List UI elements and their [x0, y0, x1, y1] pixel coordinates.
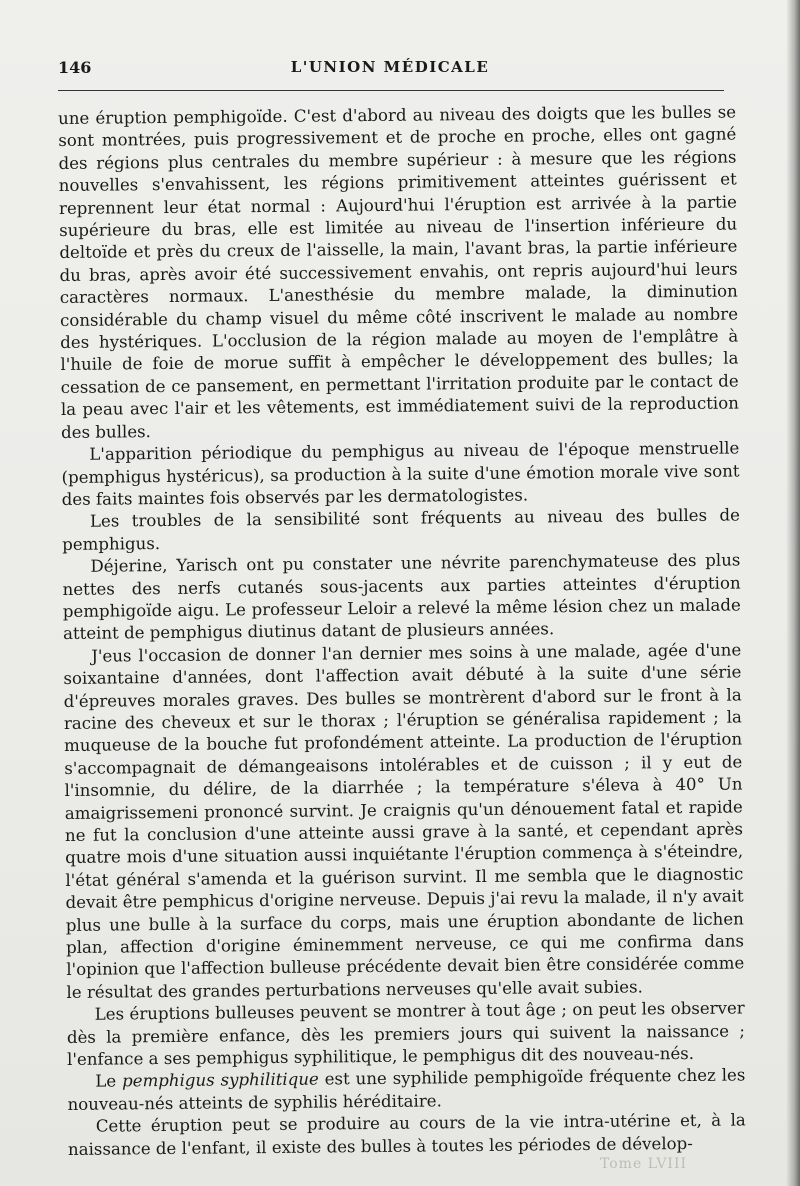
paragraph-final: Cette éruption peut se produire au cours de la vie intra-utérine et, à la naissance de l'enfant, il existe des bulles à toutes les périodes de dévelop- [67, 1110, 746, 1159]
header-rule [58, 90, 724, 91]
paragraph-sensibilite: Les troubles de la sensibilité sont fréquents au niveau des bulles de pemphigus. [62, 505, 741, 554]
paragraph-case-report: J'eus l'occasion de donner l'an dernier mes soins à une malade, agée d'une soixantaine d'années, dont l'affection avait débuté à la suite d'une série d'épreuves morales graves. Des bulles se montrèrent d'abord sur le front à la racine des cheveux et sur le thorax ; l'éruption se généralisa rapidement ; la muqueuse de la bouche fut profondément atteinte. La production de l'éruption s'accompagnait de démangeaisons intolérables et de cuisson ; il y eut de l'insomnie, du délire, de la diarrhée ; la température s'éleva à 40° Un amaigrissemeni prononcé survint. Je craignis qu'un dénouement fatal et rapide ne fut la conclusion d'une atteinte aussi grave à la santé, et cependant après quatre mois d'une situation aussi inquiétante l'éruption commença à s'éteindre, l'état général s'amenda et la guérison survint. Il me sembla que le diagnostic devait être pemphicus d'origine nerveuse. Depuis j'ai revu la malade, il n'y avait plus une bulle à la surface du corps, mais une éruption abondante de lichen plan, affection d'origine éminemment nerveuse, ce qui me confirma dans l'opinion que l'affection bulleuse précédente devait bien être considérée comme le résultat des grandes perturbations nerveuses qu'elle avait subies. [63, 640, 745, 1002]
article-body [58, 101, 746, 1161]
page-header [58, 52, 722, 80]
running-title: L'UNION MÉDICALE [290, 58, 490, 76]
volume-footer: Tome LVIII [600, 1156, 688, 1172]
syphilitique-rest: est une syphilide pemphigoïde fréquente chez les nouveau-nés atteints de syphilis héréditaire. [67, 1065, 746, 1114]
page-number: 146 [58, 58, 92, 77]
paragraph-pemphigus-hystericus: L'apparition périodique du pemphigus au niveau de l'époque menstruelle (pemphigus hystéricus), sa production à la suite d'une émotion morale vive sont des faits maintes fois observés par les dermatologistes. [61, 438, 740, 509]
page-edge-shadow [786, 0, 800, 1186]
paragraph-continuation: une éruption pemphigoïde. C'est d'abord au niveau des doigts que les bulles se sont montrées, puis progressivement et de proche en proche, elles ont gagné des régions plus centrales du membre supérieur : à mesure que les régions nouvelles s'envahissent, les régions primitivement atteintes guérissent et reprennent leur état normal : Aujourd'hui l'éruption est arrivée à la partie supérieure du bras, elle est limitée au niveau de l'insertion inférieure du deltoïde et près du creux de l'aisselle, la main, l'avant bras, la partie inférieure du bras, après avoir été successivement envahis, ont repris aujourd'hui leurs caractères normaux. L'anesthésie du membre malade, la diminution considérable du champ visuel du même côté inscrivent le malade au nombre des hystériques. L'occlusion de la région malade au moyen de l'emplâtre à l'huile de foie de morue suffit à empêcher le développement des bulles; la cessation de ce pansement, en permettant l'irritation produite par le contact de la peau avec l'air et les vêtements, est immédiatement suivi de la reproduction des bulles. [58, 102, 739, 442]
syphilitique-lead: Le [95, 1071, 123, 1092]
paragraph-syphilitique [67, 1065, 745, 1116]
syphilitique-term: pemphigus syphilitique [121, 1070, 319, 1091]
paragraph-age: Les éruptions bulleuses peuvent se montrer à tout âge ; on peut les observer dès la première enfance, dès les premiers jours qui suivent la naissance ; l'enfance a ses pemphigus syphilitique, le pemphigus dit des nouveau-nés. [66, 998, 745, 1070]
paragraph-nevrite: Déjerine, Yarisch ont pu constater une névrite parenchymateuse des plus nettes des nerfs cutanés sous-jacents aux parties atteintes d'éruption pemphigoïde aigu. Le professeur Leloir a relevé la même lésion chez un malade atteint de pemphigus diutinus datant de plusieurs années. [62, 550, 741, 644]
